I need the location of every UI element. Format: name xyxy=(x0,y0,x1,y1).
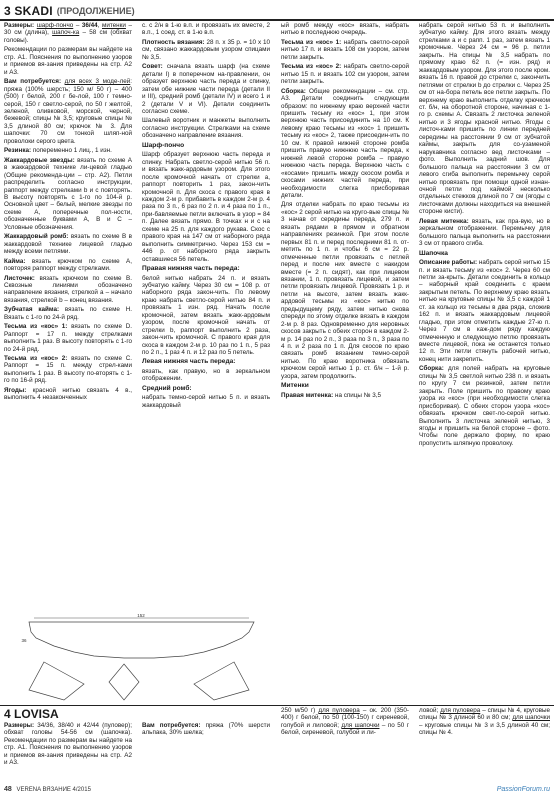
paragraph: Правая митенка: на спицы № 3,5 xyxy=(281,391,381,399)
lovisa-title: 4 LOVISA xyxy=(4,707,59,721)
paragraph: Сборка: Общие рекомендации – см. стр. А3. Детали соединить следующим образом: по нижнему краю верхней части пришить тесьму из «кос» 1, при этом верхнюю часть присоединить на 10 см. К левому краю тесьмы из «кос» 1 пришить тесьму из «кос» 2, также присоедин-ить по 10 см. К правой нижней стороне ромба пришить правую нижнюю часть переда, к нижней левой стороне ромба – правую нижнюю часть переда. Верхнюю часть с «косами» пришить между скосом ромба и скосами нижних частей переда, при необходимости слегка присборивая детали. xyxy=(281,87,409,199)
paragraph: белой нитью набрать 24 п. и вязать зубчатую кайму. Через 30 см = 108 р. от наборного ряда закон-чить. По левому краю набрать светло-серой нитью 84 п. и провязать 1 изн. ряд. Начать после кромочной, затем вязать жакк-ардовым узором, после кромочной начать от стрелки b, раппорт выполнить 2 раза, закон-чить кромочной. С правого края для скоса в каждом 2-м р. 10 раз по 1 п., 5 раз по 2 п., 1 раз 4 п. и 12 раз по 5 петель. xyxy=(142,274,270,357)
section-subtitle: (ПРОДОЛЖЕНИЕ) xyxy=(56,6,135,16)
paragraph: Совет: сначала вязать шарф (на схеме детали I) в поперечном на-правлении, он образует верхнюю часть переда и спинку, затем обе нижние части переда (детали II и III), средний ромб (детали IV) и всего 1 и 2 (детали V и VI). Детали соединить согласно схеме. xyxy=(142,63,270,115)
paragraph: Жаккардовые звезды: вязать по схеме А в жаккардовой технике ли-цевой гладью (Общие рекоменда-ции – стр. А2). Петли распределить согласно инструкции, раппорт между стрелками b и с повторять. В высоту повторять с 1-го по 104-й р. Основной цвет – белый, мелкие звезды по схеме A, поперечные пол-ности, обозначенные буквами А, В и С – Условные обозначения. xyxy=(4,156,132,231)
section-rule xyxy=(0,705,554,706)
scarf-schematic-drawing xyxy=(4,612,274,707)
paragraph: Сборка: для полей набрать на круговые спицы № 3,5 светлой нитью 238 п. и вязать по кругу 7 см резинкой, затем петли закрыть. Поле пришить по правому краю узора из «кос» (при необходимости слегка присборивая). С обеих сторон узора «кос» обвязать крючком свет-ло-серой нитью. Выполнить 3 листочка зеленой нитью, 3 ягоды и пришить на белой стороне – фото. Чтобы поле держало форму, по краю пропустить шляпную проволоку. xyxy=(419,365,550,447)
footer-text: VERENA ВЯЗАНИЕ 4/2015 xyxy=(16,787,91,793)
paragraph: Зубчатая кайма: вязать по схеме Н. Вязать с 1-го по 24-й ряд. xyxy=(4,306,132,321)
lovisa-col-1 xyxy=(4,722,132,784)
subsection-heading: Шарф-пончо xyxy=(142,141,185,149)
column-1 xyxy=(4,22,132,614)
paragraph: набрать темно-серой нитью 5 п. и вязать жаккардовый xyxy=(142,394,270,409)
page-header xyxy=(4,4,135,18)
paragraph: вязать, как правую, но в зеркальном отображении. xyxy=(142,367,270,383)
subsection-heading: Левая нижняя часть переда: xyxy=(142,358,236,366)
section-title: 3 SKADI xyxy=(4,4,53,18)
watermark-brand: PassionForum.ru xyxy=(496,786,550,793)
paragraph: с. с 2/н в 1-ю в.п. и провязать их вместе, 2 в.п., 1 соед. ст. в 1-ю в.п. xyxy=(142,22,270,37)
subsection-heading: Шапочка xyxy=(419,249,448,257)
paragraph: Описание работы: набрать серой нитью 15 п. и вязать тесьму из «кос» 2. Через 60 см петли за-крыть. Детали соединить в кольцо – наборный край соединить с краем закрытым петель. По верхнему краю вязать нитью на круговые спицы № 3,5 с каждой 1 ст. за кольцо из тесьмы в два ряда, сложив 162 п. и вязать жаккардовым лицевой гладью, при этом отметить каждые 27-ю п. Через 7 см в каж-дом ряду каждую отмеченную и следующую петлю провязать вместе лицевой, пока не останется только 12 п. Эти петли стянуть рабочей нитью, конец нити закрепить. xyxy=(419,259,550,363)
column-4 xyxy=(419,22,550,707)
paragraph: Для отделки набрать по краю тесьмы из «кос» 2 серой нитью на круго-вые спицы № 3 начав от середины переда, 279 п. и вязать рядами в прямом и обратном направлениях резинкой. При этом после первых 81 п. и перед последними 81 п. от-метить по 1 п. и чтобы 6 см = 22 р. отмеченные петли провязать с петлей перед и после них вместе с накидом вместе (= 2 п. сидят), как при лицевом вязании, 1 п. провязать лицевой, и затем петли провязать лицевой. Провязать 1 р. и петли на высоте, затем вязать жакк-ардовой тесьмы из «кос» нитью по предыдущему ряду, затем нитью снова спереди по этому отделке вязать в каждом 2-м р. 8 раз. Одновременно для неровных скосов закрыть с обеих сторон в каждом 2-м р. 14 раз по 2 п., 3 раза по 3 п., 3 раза по 4 п. и 2 раза по 1 п. Для скосов по краю связать ромб вязанием темно-серой нитью. По краю воротника обвязать крючком серой нитью 1 р. ст. б/н – 1-й р. узора, затем продолжить. xyxy=(281,201,409,380)
paragraph: ый ромб между «кос» вязать, набрать нитью в последнюю очередь. xyxy=(281,22,409,37)
paragraph: Шарф образует верхнюю часть переда и спинку. Набрать светло-серой нитью 56 п. и вязать жакк-ардовым узором. Для этого после кромочной начать от стрелки а, раппорт повторить 1 раз, закон-чить кромочной п. Для скоса с правого края в каждом 2-м р. прибавить в каждом 2-м р. 4 раза по 3 п., 6 раз по 2 п. и 4 раза по 1 п., при-бавляемые петли включать в узор = 84 п. Далее вязать прямо. В точках н и с на схеме на 25 п. для каждого рукава. Скос с правого края на 147 см от наборного ряда выполнить симметрично. Через 153 см = 446 р. от наборного ряда закрыть оставшиеся 56 петель. xyxy=(142,151,270,263)
paragraph: Шалевый воротник и манжеты выполнить согласно инструкции. Стрелками на схеме обозначено направление вязания. xyxy=(142,117,270,140)
paragraph: Ягоды: красной нитью связать 4 в., выполнить 4 незаконченных xyxy=(4,386,132,402)
subsection-heading: Средний ромб: xyxy=(142,384,192,392)
paragraph: Тесьма из «кос» 1: вязать по схеме D. Раппорт = 17 п. между стрелками выполнить 1 раз. В высоту повторять с 1-го по 24-й ряд. xyxy=(4,323,132,353)
paragraph: ловой; для пуловера – спицы № 4, круговые спицы № 3 длиной 60 и 80 см; для шапочки – круговые спицы № 3 и 3,5 длиной 40 см; спицы № 4. xyxy=(419,707,550,737)
page-number: 48 xyxy=(4,786,12,793)
paragraph: Размеры: шарф-пончо – 36/44, митенки – 30 см (длина), шапоч-ка – 58 см (обхват головы). xyxy=(4,22,132,44)
drawing-width-label: 152 xyxy=(137,613,145,618)
paragraph: Жаккардовый ромб: вязать по схеме В в жаккардовой технике лицевой гладью между всеми петлями. xyxy=(4,233,132,256)
paragraph: Листочек: вязать крючком по схеме В. Сквозные линиями обозначено направление вязания, стрелкой а – начало вязания, стрелкой b – конец вязания. xyxy=(4,274,132,304)
lovisa-col-3 xyxy=(281,707,409,784)
column-3 xyxy=(281,22,409,707)
paragraph: Тесьма из «кос» 1: набрать светло-серой нитью 17 п. и вязать 108 см узором, затем петли закрыть. xyxy=(281,38,409,61)
column-2 xyxy=(142,22,270,614)
lovisa-col-2 xyxy=(142,722,270,784)
drawing-side-label: 36 xyxy=(21,638,27,643)
paragraph: Левая митенка: вязать, как пра-вую, но в зеркальном отображении. Перемычку для большого пальца выполнить на расстоянии 3 см от правого сгиба. xyxy=(419,217,550,248)
paragraph: Тесьма из «кос» 2: вязать по схеме С. Раппорт = 15 п. между стрел-ками выполнить 1 раз. В высоту по-вторять с 1-го по 16-й ряд. xyxy=(4,355,132,385)
subsection-heading: Правая нижняя часть переда: xyxy=(142,265,240,273)
paragraph: Кайма: вязать крючком по схеме А, повторяя раппорт между стрелками. xyxy=(4,257,132,273)
paragraph: Тесьма из «кос» 2: набрать светло-серой нитью 15 п. и вязать 102 см узором, затем петли закрыть. xyxy=(281,63,409,86)
paragraph: набрать серой нитью 53 п. и выполнить зубчатую кайму. Для этого вязать между стрелками a и c рапп. 1 раз, затем вязать 1 кромочные. Через 24 см = 96 р. петли закрыть. На спицы № 3,5 набрать по прямому краю 62 п. (= изн. ряд) и жаккардовым узором. Для этого после кром. вязать 16 п. правой до стрелки с, закончить петлями от стрелки b до стрелки с. Через 25 см от на-бора петель все петли закрыть. По верхнему краю выполнить отделку крючком ст. б/н, на оборотной стороне, начиная с 1-го р. схемы А. Связать 2 листочка зеленой нитью и 3 ягоды красной нитью. Ягоды с листоч-ками пришить по линии передней середины на расстоянии 9 см от зубчатой каймы, закрыть для со-узаменой нарукавника согласно вед листочками – фото. Выполнить задний шов. Для большого пальца на расстоянии 3 см от левого сгиба выполнить перемычку серой нитью провязать при помощи одной изнан-очной петли под каймой несколько отдельных стежков длиной по 7 см (ягоды с листочками должны находиться на внешней стороне кисти). xyxy=(419,22,550,216)
page-footer xyxy=(4,786,91,793)
paragraph: Резинка: попеременно 1 лиц., 1 изн. xyxy=(4,147,112,155)
header-rule xyxy=(0,19,554,21)
lovisa-col-4 xyxy=(419,707,550,784)
subsection-heading: Митенки xyxy=(281,382,309,390)
paragraph: Плотность вязания: 28 п. х 35 р. = 10 х 10 см, связано жаккардовым узором спицами № 3,5. xyxy=(142,38,270,61)
paragraph: 250 м/50 г) для пуловера – ок. 200 (350-400) г белой, по 50 (100-150) г сиреневой, голубой и лиловой; для шапочки – по 50 г белой, сиреневой, голубой и ли- xyxy=(281,707,409,737)
paragraph: Вам потребуется: пряжа (70% шерсти альпака, 30% шелка; xyxy=(142,722,270,737)
paragraph: Рекомендации по размерам вы найдете на стр. А1. Пояснения по выполнению узоров и приемов вя-зания приведены на стр. А2 и А3. xyxy=(4,46,132,76)
paragraph: Размеры: 34/36, 38/40 и 42/44 (пуловер); обхват головы 54-56 см (шапочка). Рекомендации по размерам вы найдете на стр. А1. Пояснения по выполнению узоров и приемов вя-зания приведены на стр. А2 и А3. xyxy=(4,722,132,767)
paragraph: Вам потребуется: для всех 3 моде-лей: пряжа (100% шерсть; 150 м/ 50 г) – 400 (500) г белой, 200 г бе-лой, 100 г темно-серой, 150 г светло-серой, по 50 г желтой, зеленой, оливковой, морской, черной, бежевой; спицы № 3,5; круговые спицы № 3,5 длиной 80 см; крючок № 3. Для шапочки: 70 см тонкой шляп-ной проволоки серого цвета. xyxy=(4,78,132,145)
